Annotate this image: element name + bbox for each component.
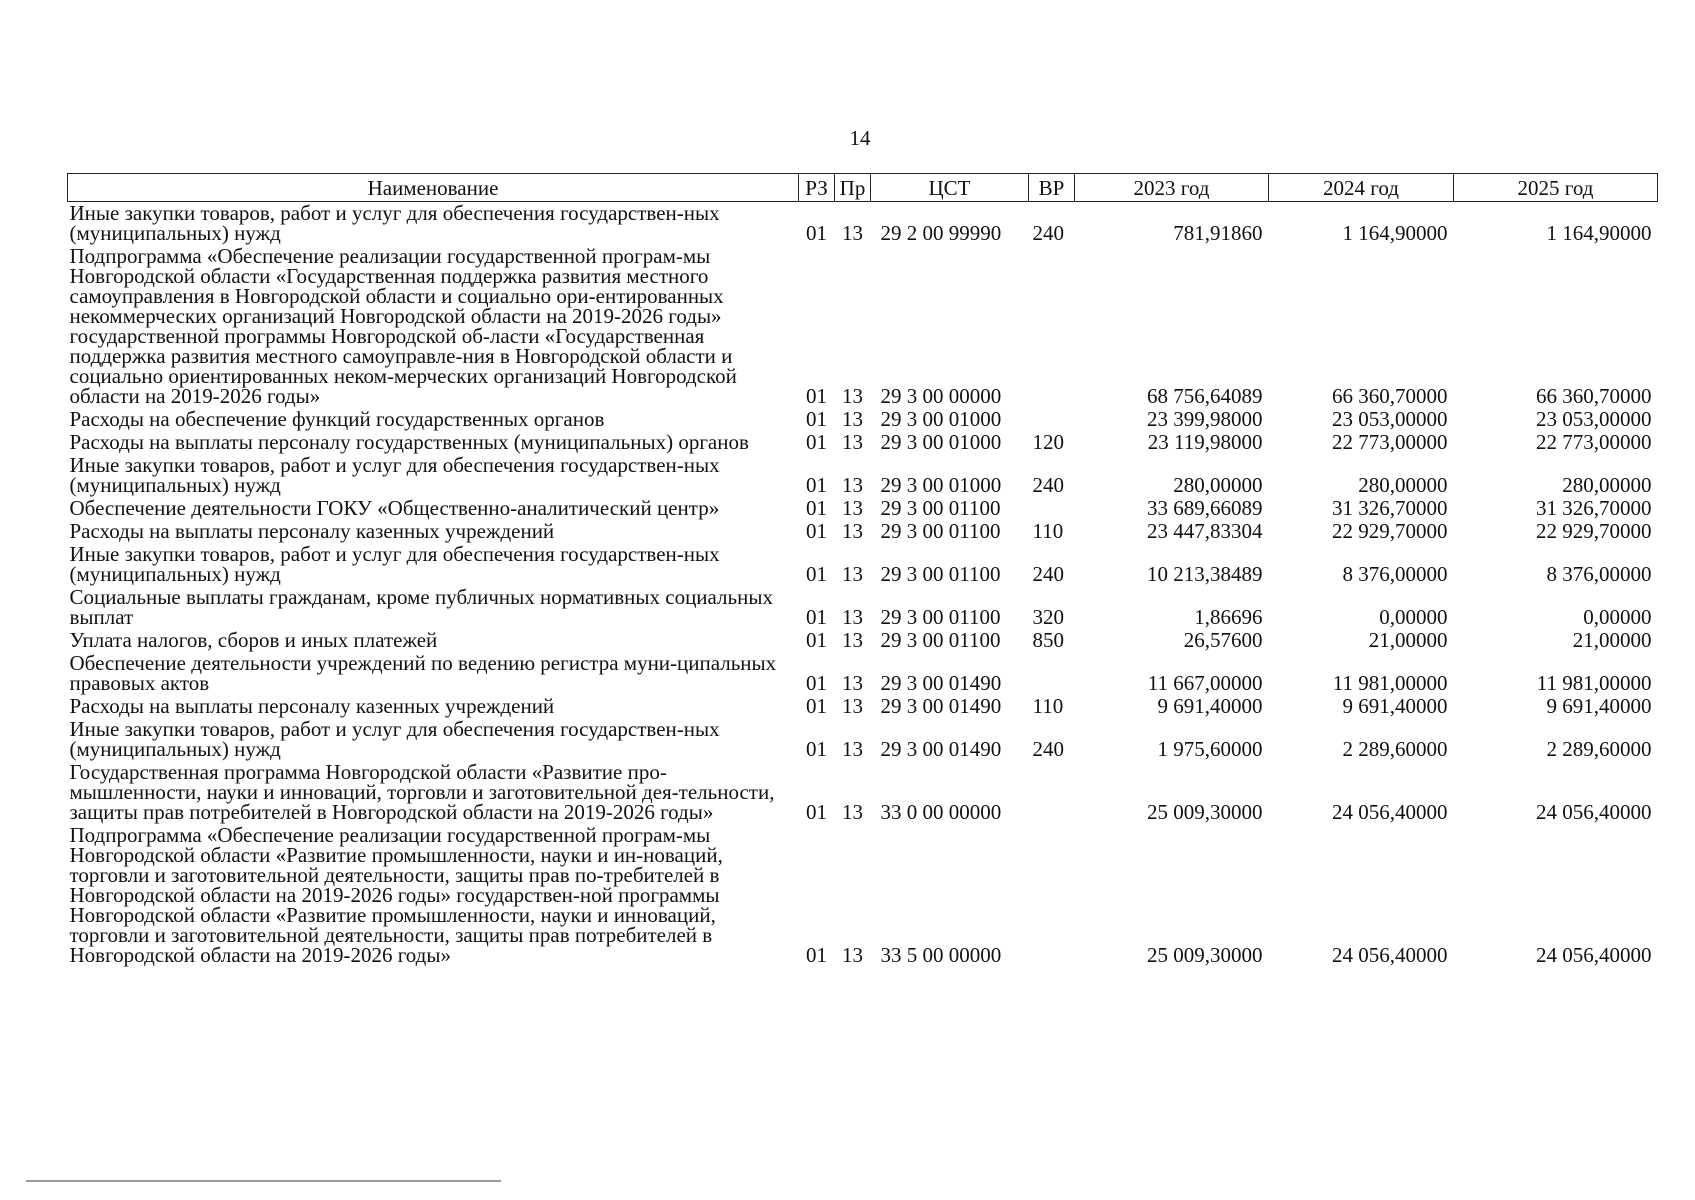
row-2023: 23 447,83304: [1147, 519, 1263, 543]
row-vr: 850: [1032, 628, 1064, 652]
row-pr: 13: [842, 562, 863, 586]
row-2023: 11 667,00000: [1147, 671, 1263, 695]
row-name: Обеспечение деятельности учреждений по ведению регистра муни-ципальных правовых актов: [69, 651, 777, 695]
header-name: Наименование: [68, 174, 799, 202]
header-2024: 2024 год: [1269, 174, 1454, 202]
row-pr: 13: [842, 628, 863, 652]
row-rz: 01: [806, 519, 827, 543]
row-rz: 01: [806, 221, 827, 245]
row-pr: 13: [842, 694, 863, 718]
row-2025: 9 691,40000: [1546, 694, 1652, 718]
row-2023: 781,91860: [1173, 221, 1263, 245]
row-pr: 13: [842, 519, 863, 543]
row-cst: 29 3 00 01490: [880, 737, 1002, 761]
table-row: [68, 202, 1658, 246]
table-row: [68, 652, 1658, 695]
row-2025: 1 164,90000: [1546, 221, 1652, 245]
table-header-row: [68, 174, 1658, 202]
header-pr: Пр: [835, 174, 871, 202]
row-rz: 01: [806, 737, 827, 761]
row-vr: 240: [1032, 473, 1064, 497]
row-rz: 01: [806, 694, 827, 718]
row-cst: 29 3 00 01100: [880, 519, 1001, 543]
header-2025: 2025 год: [1454, 174, 1658, 202]
bottom-rule: [26, 1180, 501, 1182]
row-cst: 29 3 00 01490: [880, 671, 1002, 695]
row-pr: 13: [842, 737, 863, 761]
row-pr: 13: [842, 800, 863, 824]
row-vr: 110: [1032, 519, 1064, 543]
row-name: Иные закупки товаров, работ и услуг для обеспечения государствен-ных (муниципальных) нужд: [69, 542, 720, 586]
row-rz: 01: [806, 473, 827, 497]
row-2024: 9 691,40000: [1342, 694, 1448, 718]
row-2025: 66 360,70000: [1536, 384, 1652, 408]
row-2024: 22 773,00000: [1332, 430, 1448, 454]
row-cst: 29 3 00 01100: [880, 605, 1001, 629]
row-cst: 33 0 00 00000: [880, 800, 1002, 824]
row-2023: 9 691,40000: [1157, 694, 1263, 718]
table-row: [68, 586, 1658, 629]
row-name: Подпрограмма «Обеспечение реализации государственной програм-мы Новгородской области «Развитие промышленности, науки и ин-новаций, торговли и заготовительной деятельности, защиты прав по-требителей в Новгородской области на 2019-2026 годы» государствен-ной программы Новгородской области «Развитие промышленности, науки и инноваций, торговли и заготовительной деятельности, защиты прав потребителей в Новгородской области на 2019-2026 годы»: [69, 823, 723, 967]
row-name: Уплата налогов, сборов и иных платежей: [69, 628, 438, 652]
row-2025: 11 981,00000: [1536, 671, 1652, 695]
row-name: Расходы на выплаты персоналу казенных учреждений: [69, 694, 555, 718]
row-name: Иные закупки товаров, работ и услуг для обеспечения государствен-ных (муниципальных) нужд: [69, 717, 720, 761]
row-2024: 21,00000: [1368, 628, 1448, 652]
row-pr: 13: [842, 943, 863, 967]
table-row: [68, 431, 1658, 454]
table-row: [68, 454, 1658, 497]
row-rz: 01: [806, 407, 827, 431]
row-pr: 13: [842, 605, 863, 629]
table-row: [68, 695, 1658, 718]
row-cst: 33 5 00 00000: [880, 943, 1002, 967]
row-2024: 8 376,00000: [1342, 562, 1448, 586]
row-2023: 25 009,30000: [1147, 943, 1263, 967]
row-2023: 33 689,66089: [1147, 496, 1263, 520]
row-pr: 13: [842, 384, 863, 408]
row-rz: 01: [806, 562, 827, 586]
row-2023: 280,00000: [1173, 473, 1263, 497]
row-rz: 01: [806, 628, 827, 652]
table-row: [68, 824, 1658, 967]
row-cst: 29 3 00 00000: [880, 384, 1002, 408]
row-vr: 240: [1032, 737, 1064, 761]
row-name: Обеспечение деятельности ГОКУ «Общественно-аналитический центр»: [69, 496, 720, 520]
row-2025: 2 289,60000: [1546, 737, 1652, 761]
row-vr: 240: [1032, 562, 1064, 586]
row-2024: 1 164,90000: [1342, 221, 1448, 245]
row-rz: 01: [806, 496, 827, 520]
row-2023: 25 009,30000: [1147, 800, 1263, 824]
row-rz: 01: [806, 430, 827, 454]
row-2025: 8 376,00000: [1546, 562, 1652, 586]
row-name: Расходы на выплаты персоналу казенных учреждений: [69, 519, 555, 543]
row-2024: 2 289,60000: [1342, 737, 1448, 761]
row-cst: 29 3 00 01100: [880, 496, 1001, 520]
row-2024: 11 981,00000: [1332, 671, 1448, 695]
row-2025: 22 773,00000: [1536, 430, 1652, 454]
row-2024: 0,00000: [1379, 605, 1448, 629]
row-name: Государственная программа Новгородской области «Развитие про-мышленности, науки и инноваций, торговли и заготовительной дея-тельности, защиты прав потребителей в Новгородской области на 2019-2026 годы»: [69, 760, 775, 824]
row-name: Расходы на обеспечение функций государственных органов: [69, 407, 605, 431]
table-row: [68, 761, 1658, 824]
row-cst: 29 3 00 01100: [880, 562, 1001, 586]
row-2024: 23 053,00000: [1332, 407, 1448, 431]
row-vr: 110: [1032, 694, 1064, 718]
page-number: 14: [849, 126, 871, 150]
table-row: [68, 245, 1658, 408]
row-2024: 24 056,40000: [1332, 943, 1448, 967]
row-cst: 29 3 00 01100: [880, 628, 1001, 652]
row-2023: 26,57600: [1183, 628, 1263, 652]
row-2023: 1 975,60000: [1157, 737, 1263, 761]
row-2025: 22 929,70000: [1536, 519, 1652, 543]
row-name: Социальные выплаты гражданам, кроме публичных нормативных социальных выплат: [69, 585, 773, 629]
row-name: Иные закупки товаров, работ и услуг для обеспечения государствен-ных (муниципальных) нужд: [69, 453, 720, 497]
row-cst: 29 2 00 99990: [880, 221, 1002, 245]
row-pr: 13: [842, 221, 863, 245]
row-vr: [1029, 761, 1075, 824]
row-vr: 320: [1032, 605, 1064, 629]
row-rz: 01: [806, 671, 827, 695]
table-row: [68, 629, 1658, 652]
row-name: Расходы на выплаты персоналу государственных (муниципальных) органов: [69, 430, 749, 454]
row-2023: 23 399,98000: [1147, 407, 1263, 431]
row-vr: [1029, 652, 1075, 695]
row-2023: 68 756,64089: [1147, 384, 1263, 408]
row-cst: 29 3 00 01000: [880, 473, 1002, 497]
row-vr: 120: [1032, 430, 1064, 454]
row-pr: 13: [842, 671, 863, 695]
table-row: [68, 543, 1658, 586]
row-2024: 280,00000: [1358, 473, 1448, 497]
row-name: Подпрограмма «Обеспечение реализации государственной програм-мы Новгородской области «Государственная поддержка развития местного самоуправления в Новгородской области и социально ори-ентированных некоммерческих организаций Новгородской области на 2019-2026 годы» государственной программы Новгородской об-ласти «Государственная поддержка развития местного самоуправле-ния в Новгородской области и социально ориентированных неком-мерческих организаций Новгородской области на 2019-2026 годы»: [69, 244, 737, 408]
row-2025: 280,00000: [1562, 473, 1652, 497]
row-2024: 31 326,70000: [1332, 496, 1448, 520]
row-rz: 01: [806, 800, 827, 824]
row-pr: 13: [842, 473, 863, 497]
row-2025: 24 056,40000: [1536, 943, 1652, 967]
row-2024: 22 929,70000: [1332, 519, 1448, 543]
table-row: [68, 408, 1658, 431]
table-row: [68, 497, 1658, 520]
row-2025: 21,00000: [1572, 628, 1652, 652]
row-2025: 31 326,70000: [1536, 496, 1652, 520]
row-2024: 66 360,70000: [1332, 384, 1448, 408]
table-row: [68, 520, 1658, 543]
row-cst: 29 3 00 01000: [880, 430, 1002, 454]
row-name: Иные закупки товаров, работ и услуг для обеспечения государствен-ных (муниципальных) нужд: [69, 201, 720, 245]
header-cst: ЦСТ: [871, 174, 1029, 202]
row-rz: 01: [806, 605, 827, 629]
row-pr: 13: [842, 430, 863, 454]
table-body: [68, 202, 1658, 968]
row-cst: 29 3 00 01000: [880, 407, 1002, 431]
row-vr: [1029, 245, 1075, 408]
row-2023: 10 213,38489: [1147, 562, 1263, 586]
header-2023: 2023 год: [1075, 174, 1269, 202]
row-2025: 24 056,40000: [1536, 800, 1652, 824]
row-2025: 23 053,00000: [1536, 407, 1652, 431]
row-rz: 01: [806, 384, 827, 408]
budget-table: [67, 173, 1658, 967]
row-vr: [1029, 824, 1075, 967]
row-vr: [1029, 497, 1075, 520]
table-row: [68, 718, 1658, 761]
row-2023: 1,86696: [1194, 605, 1263, 629]
row-2024: 24 056,40000: [1332, 800, 1448, 824]
row-vr: [1029, 408, 1075, 431]
header-rz: РЗ: [799, 174, 835, 202]
row-rz: 01: [806, 943, 827, 967]
row-pr: 13: [842, 407, 863, 431]
row-pr: 13: [842, 496, 863, 520]
row-2025: 0,00000: [1583, 605, 1652, 629]
row-cst: 29 3 00 01490: [880, 694, 1002, 718]
row-2023: 23 119,98000: [1147, 430, 1263, 454]
header-vr: ВР: [1029, 174, 1075, 202]
row-vr: 240: [1032, 221, 1064, 245]
